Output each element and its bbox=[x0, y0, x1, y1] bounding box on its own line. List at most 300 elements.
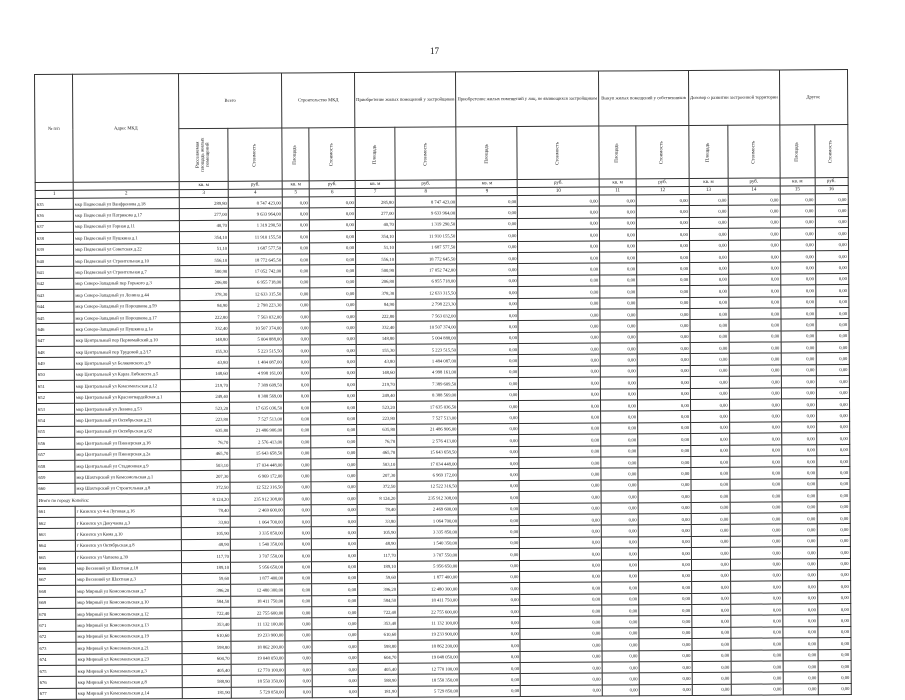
row-number: 669 bbox=[38, 597, 76, 609]
zero-area-cell: 0,00 bbox=[601, 445, 638, 457]
address-cell: мкр Центральный пер Первомайский д.10 bbox=[74, 334, 180, 346]
construction-area-cell: 0,00 bbox=[283, 379, 310, 391]
zero-area-cell: 0,00 bbox=[458, 458, 519, 470]
zero-area-cell: 0,00 bbox=[600, 297, 637, 309]
zero-area-cell: 0,00 bbox=[689, 228, 728, 240]
zero-cost-cell: 0,00 bbox=[520, 560, 602, 572]
address-cell: мкр Весенний ул Шахтная д.18 bbox=[75, 562, 181, 574]
row-number: 672 bbox=[38, 631, 76, 643]
row-number: 651 bbox=[36, 381, 74, 393]
zero-area-cell: 0,00 bbox=[691, 502, 730, 514]
zero-cost-cell: 0,00 bbox=[520, 605, 602, 617]
zero-cost-cell: 0,00 bbox=[815, 228, 848, 240]
acq-dev-area-cell: 117,70 bbox=[357, 549, 397, 561]
zero-cost-cell: 0,00 bbox=[730, 524, 782, 536]
unit-cell: руб. bbox=[228, 181, 282, 189]
zero-cost-cell: 0,00 bbox=[519, 343, 601, 355]
zero-area-cell: 0,00 bbox=[599, 218, 636, 230]
address-cell: мкр Подвесный ул Патрикова д.17 bbox=[73, 209, 179, 221]
zero-cost-cell: 0,00 bbox=[520, 548, 602, 560]
zero-area-cell: 0,00 bbox=[458, 480, 519, 492]
acq-dev-area-cell: 277,00 bbox=[355, 208, 395, 220]
zero-area-cell: 0,00 bbox=[459, 663, 520, 675]
row-number: 653 bbox=[37, 403, 75, 415]
zero-area-cell: 0,00 bbox=[780, 296, 815, 308]
total-area-cell: 33,80 bbox=[181, 516, 230, 528]
address-cell: мкр Северо-Западный пер Горького д.3 bbox=[74, 277, 180, 289]
construction-cost-cell: 0,00 bbox=[310, 253, 356, 265]
acq-dev-cost-cell: 1 319 290,50 bbox=[395, 219, 456, 231]
address-cell: г Кизилск ул 4-я Луговая д.16 bbox=[75, 505, 181, 517]
zero-area-cell: 0,00 bbox=[599, 195, 636, 207]
row-number: 643 bbox=[36, 289, 74, 301]
zero-cost-cell: 0,00 bbox=[520, 651, 602, 663]
zero-cost-cell: 0,00 bbox=[731, 672, 783, 684]
zero-area-cell: 0,00 bbox=[458, 446, 519, 458]
zero-area-cell: 0,00 bbox=[782, 604, 817, 616]
zero-cost-cell: 0,00 bbox=[519, 389, 601, 401]
acq-dev-cost-cell: 3 335 850,00 bbox=[397, 526, 458, 538]
total-cost-cell: 8 747 423,00 bbox=[228, 197, 282, 209]
zero-area-cell: 0,00 bbox=[690, 365, 729, 377]
zero-cost-cell: 0,00 bbox=[639, 639, 692, 651]
zero-cost-cell: 0,00 bbox=[815, 296, 848, 308]
acq-dev-cost-cell: 12 522 316,50 bbox=[397, 481, 458, 493]
total-cost-cell: 235 912 308,00 bbox=[230, 493, 284, 505]
total-label: Итого по городу Копейск: bbox=[37, 494, 181, 506]
total-area-cell: 48,90 bbox=[181, 539, 230, 551]
zero-area-cell: 0,00 bbox=[602, 650, 639, 662]
zero-area-cell: 0,00 bbox=[458, 389, 519, 401]
row-number: 655 bbox=[37, 426, 75, 438]
row-number: 640 bbox=[36, 255, 74, 267]
zero-area-cell: 0,00 bbox=[457, 218, 518, 230]
zero-cost-cell: 0,00 bbox=[816, 330, 849, 342]
construction-area-cell: 0,00 bbox=[284, 459, 311, 471]
acq-dev-area-cell: 405,40 bbox=[358, 663, 398, 675]
header-other: Другое bbox=[779, 70, 847, 125]
zero-area-cell: 0,00 bbox=[782, 524, 817, 536]
total-cost-cell: 11 910 155,50 bbox=[228, 231, 282, 243]
zero-cost-cell: 0,00 bbox=[518, 195, 600, 207]
zero-cost-cell: 0,00 bbox=[817, 535, 850, 547]
zero-area-cell: 0,00 bbox=[602, 628, 639, 640]
zero-area-cell: 0,00 bbox=[457, 230, 518, 242]
zero-cost-cell: 0,00 bbox=[520, 571, 602, 583]
column-number: 1 bbox=[35, 190, 73, 198]
zero-area-cell: 0,00 bbox=[783, 672, 818, 684]
zero-cost-cell: 0,00 bbox=[817, 581, 850, 593]
zero-cost-cell: 0,00 bbox=[638, 525, 691, 537]
total-area-cell: 604,70 bbox=[182, 653, 231, 665]
zero-cost-cell: 0,00 bbox=[638, 502, 691, 514]
address-cell: мкр Шахтерский ул Строительная д.8 bbox=[75, 482, 181, 494]
zero-cost-cell: 0,00 bbox=[636, 195, 689, 207]
construction-cost-cell: 0,00 bbox=[309, 197, 355, 209]
row-number: 677 bbox=[38, 688, 76, 700]
total-area-cell: 584,50 bbox=[182, 596, 231, 608]
row-number: 661 bbox=[37, 506, 75, 518]
zero-cost-cell: 0,00 bbox=[816, 342, 849, 354]
zero-area-cell: 0,00 bbox=[781, 319, 816, 331]
acq-dev-cost-cell: 5 729 850,00 bbox=[398, 686, 459, 698]
acq-dev-cost-cell: 9 633 964,00 bbox=[395, 207, 456, 219]
construction-cost-cell: 0,00 bbox=[311, 527, 357, 539]
address-cell: мкр Мирный ул Комсомольская д.14 bbox=[76, 687, 182, 699]
zero-cost-cell: 0,00 bbox=[520, 662, 602, 674]
construction-cost-cell: 0,00 bbox=[312, 572, 358, 584]
zero-cost-cell: 0,00 bbox=[817, 569, 850, 581]
acq-dev-area-cell: 43,80 bbox=[356, 356, 396, 368]
construction-area-cell: 0,00 bbox=[282, 231, 309, 243]
page-number: 17 bbox=[430, 46, 439, 56]
zero-cost-cell: 0,00 bbox=[638, 536, 691, 548]
zero-area-cell: 0,00 bbox=[782, 581, 817, 593]
zero-cost-cell: 0,00 bbox=[729, 410, 781, 422]
zero-area-cell: 0,00 bbox=[459, 594, 520, 606]
acq-dev-area-cell: 78,40 bbox=[357, 504, 397, 516]
zero-area-cell: 0,00 bbox=[782, 467, 817, 479]
total-cost-cell: 5 729 850,00 bbox=[231, 687, 285, 699]
address-cell: мкр Мирный ул Комсомольская д.13 bbox=[76, 619, 182, 631]
zero-area-cell: 0,00 bbox=[600, 343, 637, 355]
acq-dev-area-cell: 219,70 bbox=[356, 379, 396, 391]
zero-cost-cell: 0,00 bbox=[518, 320, 600, 332]
zero-area-cell: 0,00 bbox=[691, 490, 730, 502]
construction-cost-cell: 0,00 bbox=[312, 652, 358, 664]
construction-cost-cell: 0,00 bbox=[312, 629, 358, 641]
construction-area-cell: 0,00 bbox=[282, 197, 309, 209]
zero-cost-cell: 0,00 bbox=[730, 467, 782, 479]
acq-dev-cost-cell: 1 540 350,00 bbox=[397, 538, 458, 550]
zero-area-cell: 0,00 bbox=[458, 366, 519, 378]
row-number: 670 bbox=[38, 608, 76, 620]
zero-cost-cell: 0,00 bbox=[817, 558, 850, 570]
zero-area-cell: 0,00 bbox=[780, 285, 815, 297]
zero-cost-cell: 0,00 bbox=[520, 639, 602, 651]
zero-cost-cell: 0,00 bbox=[731, 650, 783, 662]
zero-cost-cell: 0,00 bbox=[817, 501, 850, 513]
row-number: 635 bbox=[35, 198, 73, 210]
acq-dev-area-cell: 503,10 bbox=[357, 458, 397, 470]
zero-area-cell: 0,00 bbox=[781, 365, 816, 377]
construction-area-cell: 0,00 bbox=[283, 288, 310, 300]
zero-area-cell: 0,00 bbox=[692, 582, 731, 594]
construction-cost-cell: 0,00 bbox=[311, 561, 357, 573]
total-area-cell: 556,10 bbox=[180, 254, 229, 266]
total-cost-cell: 12 480 300,00 bbox=[231, 584, 285, 596]
zero-cost-cell: 0,00 bbox=[520, 628, 602, 640]
column-number: 8 bbox=[395, 188, 456, 196]
zero-area-cell: 0,00 bbox=[601, 468, 638, 480]
zero-cost-cell: 0,00 bbox=[519, 355, 601, 367]
acq-dev-area-cell: 604,70 bbox=[358, 652, 398, 664]
total-area-cell: 78,40 bbox=[181, 505, 230, 517]
zero-area-cell: 0,00 bbox=[600, 377, 637, 389]
total-area-cell: 405,40 bbox=[182, 664, 231, 676]
total-area-cell: 219,70 bbox=[180, 380, 229, 392]
row-number: 673 bbox=[38, 642, 76, 654]
zero-cost-cell: 0,00 bbox=[815, 194, 848, 206]
total-cost-cell: 12 522 316,50 bbox=[230, 482, 284, 494]
zero-area-cell: 0,00 bbox=[692, 616, 731, 628]
zero-area-cell: 0,00 bbox=[692, 604, 731, 616]
column-number: 15 bbox=[780, 186, 815, 194]
zero-area-cell: 0,00 bbox=[691, 513, 730, 525]
zero-cost-cell: 0,00 bbox=[816, 410, 849, 422]
construction-cost-cell: 0,00 bbox=[312, 595, 358, 607]
row-number: 666 bbox=[37, 563, 75, 575]
zero-area-cell: 0,00 bbox=[599, 240, 636, 252]
address-cell: мкр Центральный ул Комсомольская д.12 bbox=[74, 380, 180, 392]
total-area-cell: 378,30 bbox=[180, 288, 229, 300]
subheader-area: Площадь bbox=[355, 127, 395, 180]
zero-cost-cell: 0,00 bbox=[639, 673, 692, 685]
construction-area-cell: 0,00 bbox=[283, 299, 310, 311]
construction-area-cell: 0,00 bbox=[284, 539, 311, 551]
address-cell: мкр Центральный ул Стадионная д.9 bbox=[75, 460, 181, 472]
zero-area-cell: 0,00 bbox=[781, 444, 816, 456]
row-number: 647 bbox=[36, 335, 74, 347]
zero-area-cell: 0,00 bbox=[690, 320, 729, 332]
zero-cost-cell: 0,00 bbox=[730, 581, 782, 593]
zero-cost-cell: 0,00 bbox=[729, 422, 781, 434]
total-cost-cell: 18 550 350,00 bbox=[231, 675, 285, 687]
acq-dev-area-cell: 354,10 bbox=[355, 230, 395, 242]
acq-dev-cost-cell: 8 747 423,00 bbox=[395, 196, 456, 208]
acq-dev-area-cell: 76,70 bbox=[357, 435, 397, 447]
zero-area-cell: 0,00 bbox=[690, 411, 729, 423]
zero-cost-cell: 0,00 bbox=[729, 445, 781, 457]
zero-cost-cell: 0,00 bbox=[817, 592, 850, 604]
subheader-cost: Стоимость bbox=[395, 127, 457, 180]
construction-cost-cell: 0,00 bbox=[310, 276, 356, 288]
zero-cost-cell: 0,00 bbox=[519, 446, 601, 458]
address-cell: мкр Северо-Западный ул Порошкова д.17 bbox=[74, 312, 180, 324]
acq-dev-cost-cell: 5 956 650,00 bbox=[397, 560, 458, 572]
construction-area-cell: 0,00 bbox=[284, 482, 311, 494]
row-number: 674 bbox=[38, 654, 76, 666]
acq-dev-area-cell: 285,80 bbox=[355, 196, 395, 208]
total-cost-cell: 10 507 374,00 bbox=[229, 322, 283, 334]
acq-dev-cost-cell: 11 910 155,50 bbox=[395, 230, 456, 242]
zero-area-cell: 0,00 bbox=[601, 491, 638, 503]
zero-cost-cell: 0,00 bbox=[729, 399, 781, 411]
zero-area-cell: 0,00 bbox=[457, 264, 518, 276]
zero-area-cell: 0,00 bbox=[692, 638, 731, 650]
zero-area-cell: 0,00 bbox=[600, 263, 637, 275]
zero-cost-cell: 0,00 bbox=[638, 559, 691, 571]
zero-cost-cell: 0,00 bbox=[816, 353, 849, 365]
address-cell: мкр Центральный ул Октябрьская д.21 bbox=[75, 414, 181, 426]
row-number: 660 bbox=[37, 483, 75, 495]
construction-cost-cell: 0,00 bbox=[310, 390, 356, 402]
total-cost-cell: 11 132 100,00 bbox=[231, 618, 285, 630]
zero-cost-cell: 0,00 bbox=[639, 627, 692, 639]
construction-cost-cell: 0,00 bbox=[312, 686, 358, 698]
zero-cost-cell: 0,00 bbox=[729, 331, 781, 343]
zero-area-cell: 0,00 bbox=[457, 252, 518, 264]
zero-area-cell: 0,00 bbox=[691, 433, 730, 445]
construction-area-cell: 0,00 bbox=[283, 322, 310, 334]
zero-area-cell: 0,00 bbox=[782, 490, 817, 502]
address-cell: мкр Центральный ул Беляковского д.9 bbox=[74, 357, 180, 369]
zero-area-cell: 0,00 bbox=[691, 479, 730, 491]
total-cost-cell: 15 643 658,50 bbox=[230, 448, 284, 460]
total-area-cell: 396,20 bbox=[182, 585, 231, 597]
acq-dev-area-cell: 378,30 bbox=[356, 287, 396, 299]
zero-cost-cell: 0,00 bbox=[637, 388, 690, 400]
zero-cost-cell: 0,00 bbox=[729, 388, 781, 400]
zero-area-cell: 0,00 bbox=[458, 401, 519, 413]
construction-area-cell: 0,00 bbox=[283, 265, 310, 277]
zero-area-cell: 0,00 bbox=[781, 422, 816, 434]
acq-dev-cost-cell: 17 034 448,00 bbox=[397, 458, 458, 470]
zero-cost-cell: 0,00 bbox=[731, 638, 783, 650]
acq-dev-area-cell: 556,10 bbox=[356, 253, 396, 265]
zero-area-cell: 0,00 bbox=[458, 469, 519, 481]
zero-area-cell: 0,00 bbox=[602, 605, 639, 617]
address-cell: мкр Центральный пер Трудовой д.2/17 bbox=[74, 346, 180, 358]
acq-dev-area-cell: 722,40 bbox=[358, 606, 398, 618]
construction-area-cell: 0,00 bbox=[284, 436, 311, 448]
zero-cost-cell: 0,00 bbox=[818, 683, 851, 695]
header-acq-dev: Приобретение жилых помещений у застройщиков bbox=[354, 72, 456, 128]
subheader-cost: Стоимость bbox=[309, 128, 355, 181]
total-area-cell: 189,10 bbox=[181, 562, 230, 574]
total-cost-cell: 5 004 888,00 bbox=[229, 334, 283, 346]
acq-dev-cost-cell: 3 707 550,00 bbox=[397, 549, 458, 561]
acq-dev-area-cell: 84,90 bbox=[356, 299, 396, 311]
total-cost-cell: 3 335 850,00 bbox=[230, 527, 284, 539]
zero-cost-cell: 0,00 bbox=[519, 366, 601, 378]
zero-area-cell: 0,00 bbox=[600, 354, 637, 366]
total-cost-cell: 7 563 032,00 bbox=[229, 311, 283, 323]
zero-cost-cell: 0,00 bbox=[816, 319, 849, 331]
zero-cost-cell: 0,00 bbox=[639, 662, 692, 674]
acq-dev-area-cell: 249,40 bbox=[356, 390, 396, 402]
address-cell: г Кизилск ул Докучаева д.3 bbox=[75, 517, 181, 529]
total-area-cell: 43,80 bbox=[180, 357, 229, 369]
zero-cost-cell: 0,00 bbox=[519, 480, 601, 492]
zero-area-cell: 0,00 bbox=[781, 399, 816, 411]
zero-area-cell: 0,00 bbox=[602, 582, 639, 594]
total-area-cell: 148,60 bbox=[180, 368, 229, 380]
table-body bbox=[35, 194, 851, 700]
zero-cost-cell: 0,00 bbox=[518, 332, 600, 344]
zero-cost-cell: 0,00 bbox=[636, 206, 689, 218]
unit-cell: руб. bbox=[518, 179, 600, 187]
zero-area-cell: 0,00 bbox=[782, 535, 817, 547]
zero-area-cell: 0,00 bbox=[691, 445, 730, 457]
construction-area-cell: 0,00 bbox=[283, 277, 310, 289]
zero-area-cell: 0,00 bbox=[601, 457, 638, 469]
subheader-cost: Стоимость bbox=[727, 125, 779, 178]
total-area-cell: 223,80 bbox=[181, 414, 230, 426]
construction-cost-cell: 0,00 bbox=[310, 379, 356, 391]
address-cell: мкр Северо-Западный ул Порошкова д.59 bbox=[74, 300, 180, 312]
zero-area-cell: 0,00 bbox=[600, 332, 637, 344]
construction-cost-cell: 0,00 bbox=[312, 618, 358, 630]
construction-cost-cell: 0,00 bbox=[310, 310, 356, 322]
total-area-cell: 105,90 bbox=[181, 528, 230, 540]
zero-cost-cell: 0,00 bbox=[520, 503, 602, 515]
zero-cost-cell: 0,00 bbox=[818, 672, 851, 684]
zero-cost-cell: 0,00 bbox=[520, 616, 602, 628]
zero-area-cell: 0,00 bbox=[459, 606, 520, 618]
total-cost-cell: 7 527 513,00 bbox=[230, 413, 284, 425]
acq-dev-area-cell: 588,90 bbox=[358, 675, 398, 687]
construction-cost-cell: 0,00 bbox=[309, 208, 355, 220]
column-number: 12 bbox=[636, 187, 689, 195]
construction-area-cell: 0,00 bbox=[284, 470, 311, 482]
zero-area-cell: 0,00 bbox=[457, 321, 518, 333]
construction-cost-cell: 0,00 bbox=[312, 607, 358, 619]
construction-cost-cell: 0,00 bbox=[309, 219, 355, 231]
zero-cost-cell: 0,00 bbox=[728, 205, 780, 217]
total-cost-cell: 17 052 742,00 bbox=[229, 265, 283, 277]
total-cost-cell: 1 877 400,00 bbox=[231, 573, 285, 585]
construction-cost-cell: 0,00 bbox=[310, 242, 356, 254]
total-cost-cell: 18 411 750,00 bbox=[231, 596, 285, 608]
total-cost-cell: 2 469 600,00 bbox=[230, 505, 284, 517]
zero-cost-cell: 0,00 bbox=[637, 297, 690, 309]
total-area-cell: 207,30 bbox=[181, 471, 230, 483]
unit-cell: руб. bbox=[636, 179, 689, 187]
construction-cost-cell: 0,00 bbox=[311, 550, 357, 562]
zero-cost-cell: 0,00 bbox=[815, 216, 848, 228]
zero-cost-cell: 0,00 bbox=[638, 491, 691, 503]
zero-cost-cell: 0,00 bbox=[520, 514, 602, 526]
unit-cell: руб. bbox=[309, 181, 355, 189]
zero-area-cell: 0,00 bbox=[602, 685, 639, 697]
zero-area-cell: 0,00 bbox=[782, 570, 817, 582]
row-number: 659 bbox=[37, 472, 75, 484]
total-cost-cell: 1 064 700,00 bbox=[230, 516, 284, 528]
zero-area-cell: 0,00 bbox=[782, 513, 817, 525]
address-cell: г Кизилск ул Кима д.10 bbox=[75, 528, 181, 540]
zero-area-cell: 0,00 bbox=[457, 309, 518, 321]
column-number: 2 bbox=[73, 190, 179, 199]
construction-area-cell: 0,00 bbox=[283, 390, 310, 402]
total-cost-cell: 22 755 600,00 bbox=[231, 607, 285, 619]
zero-cost-cell: 0,00 bbox=[728, 285, 780, 297]
unit-cell: руб. bbox=[395, 180, 456, 188]
acq-dev-cost-cell: 1 064 700,00 bbox=[397, 515, 458, 527]
construction-cost-cell: 0,00 bbox=[310, 288, 356, 300]
row-number: 639 bbox=[36, 244, 74, 256]
acq-dev-area-cell: 189,10 bbox=[357, 561, 397, 573]
acq-dev-cost-cell: 6 969 172,00 bbox=[397, 469, 458, 481]
zero-area-cell: 0,00 bbox=[781, 353, 816, 365]
zero-cost-cell: 0,00 bbox=[728, 296, 780, 308]
acq-dev-cost-cell: 7 563 032,00 bbox=[396, 310, 457, 322]
address-cell: мкр Центральный ул Карла Либкнехта д.5 bbox=[74, 368, 180, 380]
header-address: Адрес МКД bbox=[73, 74, 180, 183]
construction-cost-cell: 0,00 bbox=[311, 470, 357, 482]
total-cost-cell: 12 770 100,00 bbox=[231, 664, 285, 676]
zero-area-cell: 0,00 bbox=[601, 502, 638, 514]
zero-cost-cell: 0,00 bbox=[518, 263, 600, 275]
total-area-cell: 181,90 bbox=[182, 687, 231, 699]
zero-area-cell: 0,00 bbox=[781, 342, 816, 354]
row-number: 662 bbox=[37, 517, 75, 529]
construction-cost-cell: 0,00 bbox=[312, 664, 358, 676]
zero-cost-cell: 0,00 bbox=[729, 308, 781, 320]
zero-area-cell: 0,00 bbox=[782, 547, 817, 559]
construction-area-cell: 0,00 bbox=[283, 356, 310, 368]
acq-dev-area-cell: 8 124,20 bbox=[357, 492, 397, 504]
